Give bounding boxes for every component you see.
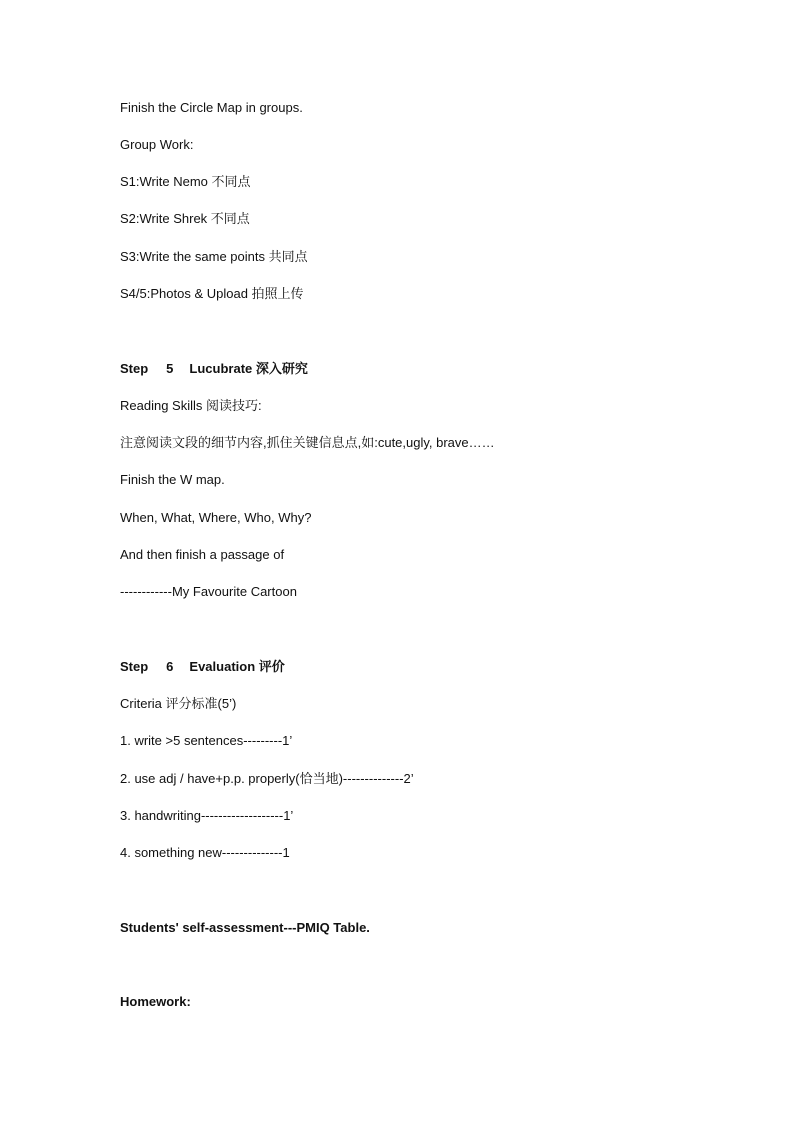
criterion-3: 3. handwriting-------------------1’ [120,808,294,823]
criteria-heading: Criteria 评分标准(5’) [120,696,237,711]
reading-skills: Reading Skills 阅读技巧: [120,398,262,413]
passage-task: And then finish a passage of [120,547,285,562]
homework-heading: Homework: [120,994,191,1009]
role-s4-5: S4/5:Photos & Upload 拍照上传 [120,286,304,301]
role-s1: S1:Write Nemo 不同点 [120,174,251,189]
step5-number: 5 [166,361,174,376]
reading-tip: 注意阅读文段的细节内容,抓住关键信息点,如:cute,ugly, brave…… [120,435,495,450]
step6-heading [120,659,285,675]
self-assessment: Students' self-assessment---PMIQ Table. [120,920,370,935]
criterion-1: 1. write >5 sentences---------1’ [120,733,293,748]
criterion-2: 2. use adj / have+p.p. properly(恰当地)--------------2’ [120,771,414,786]
role-s3: S3:Write the same points 共同点 [120,249,308,264]
step5-heading [120,361,308,377]
criterion-4: 4. something new--------------1 [120,845,290,860]
group-work-heading: Group Work: [120,137,194,152]
step6-number: 6 [166,659,174,674]
step5-word: Step [120,361,149,376]
passage-title: ------------My Favourite Cartoon [120,584,297,599]
circle-map-intro: Finish the Circle Map in groups. [120,100,303,115]
w-map-task: Finish the W map. [120,472,225,487]
step6-word: Step [120,659,149,674]
step5-title: Lucubrate 深入研究 [189,361,308,376]
w-questions: When, What, Where, Who, Why? [120,510,312,525]
role-s2: S2:Write Shrek 不同点 [120,211,250,226]
step6-title: Evaluation 评价 [189,659,285,674]
